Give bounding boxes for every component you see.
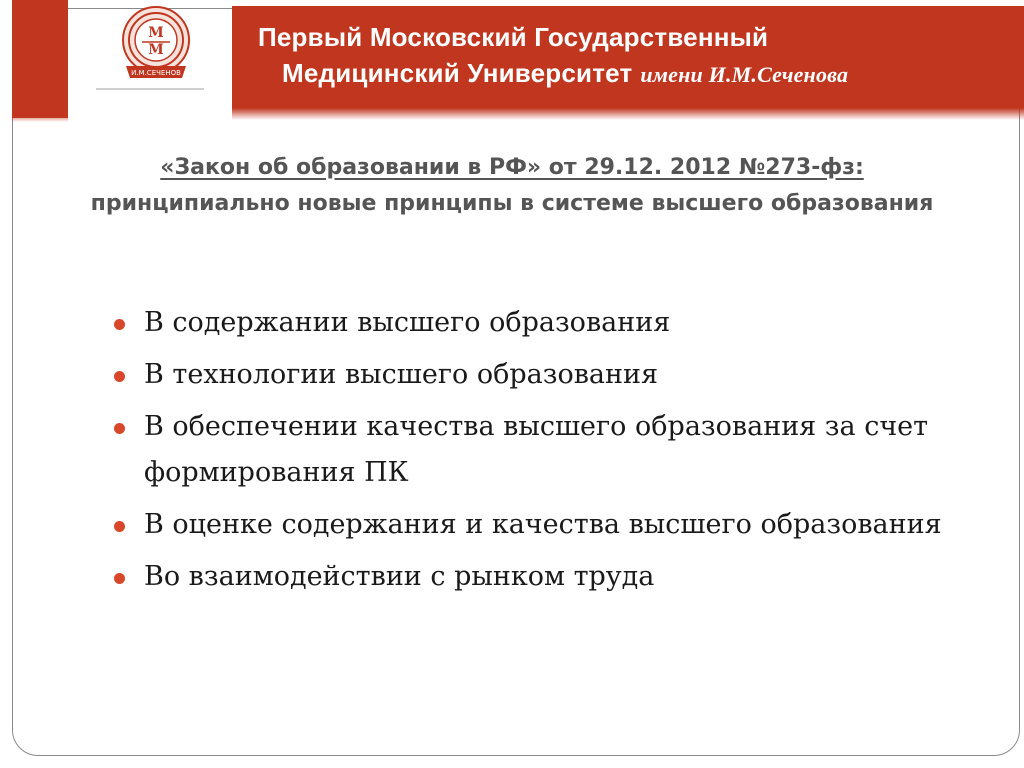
list-item: [112, 404, 972, 496]
university-name-main: Медицинский Университет: [282, 58, 633, 88]
slide-title-subtitle: принципиально новые принципы в системе высшего образования: [90, 191, 934, 216]
bullet-icon: [114, 371, 125, 382]
university-name-line2: [282, 58, 848, 89]
svg-text:M: M: [148, 25, 164, 41]
list-item: [112, 554, 972, 600]
svg-text:M: M: [148, 42, 164, 58]
list-item: [112, 502, 972, 548]
list-item: [112, 352, 972, 398]
logo-caption: И.М.СЕЧЕНОВ: [131, 69, 181, 77]
list-item-text: В обеспечении качества высшего образования за счет формирования ПК: [144, 411, 929, 488]
bullet-list: [112, 300, 972, 606]
university-name-dedication: имени И.М.Сеченова: [640, 62, 849, 87]
left-red-accent: [12, 0, 68, 118]
list-item-text: В содержании высшего образования: [144, 307, 671, 338]
list-item-text: В технологии высшего образования: [144, 359, 659, 390]
bullet-icon: [114, 521, 125, 532]
list-item-text: В оценке содержания и качества высшего образования: [144, 509, 942, 540]
university-emblem-icon: [110, 4, 202, 88]
slide-title: [80, 150, 944, 222]
university-name-line1: Первый Московский Государственный: [258, 22, 769, 52]
list-item: [112, 300, 972, 346]
header-banner-fade: [232, 108, 1024, 120]
university-logo: [110, 4, 202, 88]
bullet-icon: [114, 423, 125, 434]
bullet-icon: [114, 573, 125, 584]
logo-divider: [96, 88, 204, 90]
list-item-text: Во взаимодействии с рынком труда: [144, 561, 655, 592]
slide-title-law: «Закон об образовании в РФ» от 29.12. 2012 №273-фз:: [160, 155, 864, 180]
left-red-accent-fade: [12, 112, 68, 122]
bullet-icon: [114, 319, 125, 330]
